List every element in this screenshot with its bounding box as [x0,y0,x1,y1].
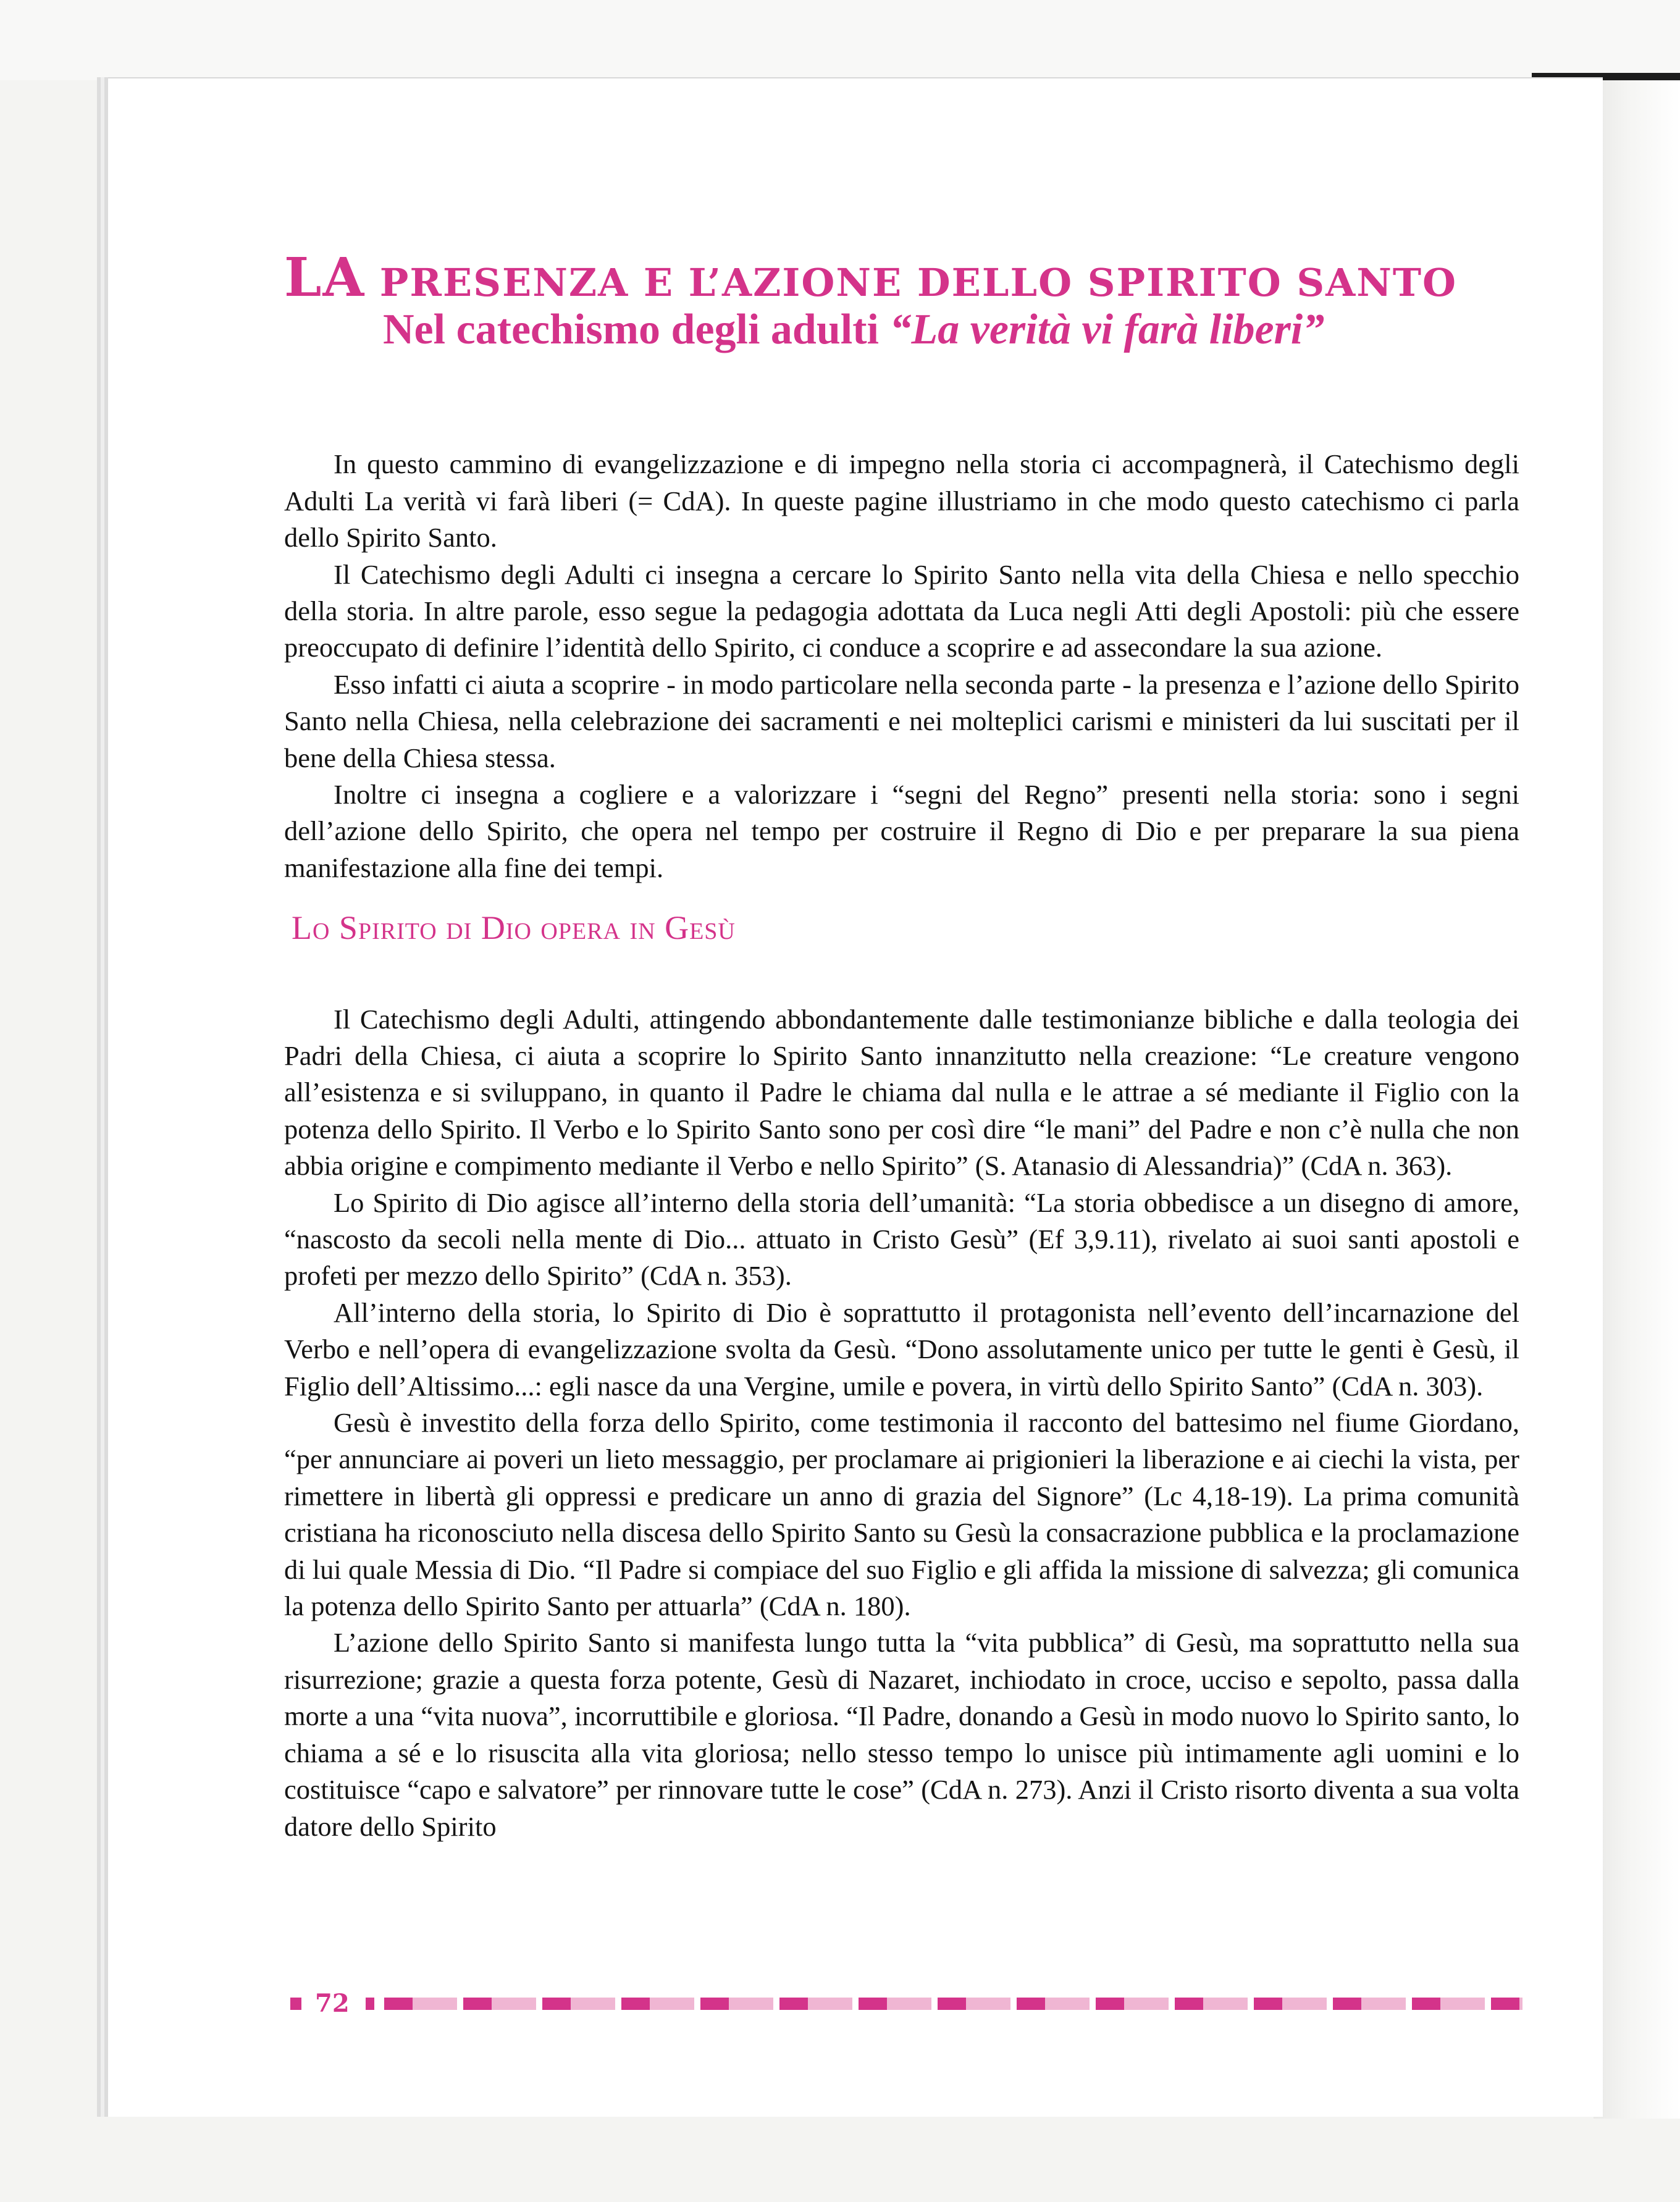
section-heading: Lo Spirito di Dio opera in Gesù [292,909,736,947]
section-paragraph-3: All’interno della storia, lo Spirito di Dio è soprattutto il protagonista nell’evento dell’incarnazione del Verbo e nell’opera di evangelizzazione svolta da Gesù. “Dono assolutamente unico per tutte le genti è Gesù, il Figlio dell’Altissimo...: egli nasce da una Vergine, umile e povera, in virtù dello Spirito Santo” (CdA n. 303). [284,1296,1519,1401]
page-title-initial: LA [284,246,366,309]
footer-dash-decoration [366,1998,374,2010]
footer-dash-decoration [290,1998,301,2010]
section-paragraph-5: L’azione dello Spirito Santo si manifesta lungo tutta la “vita pubblica” di Gesù, ma soprattutto nella sua risurrezione; grazie a questa forza potente, Gesù di Nazaret, inchiodato in croce, ucciso e sepolto, passa dalla morte a una “vita nuova”, incorruttibile e gloriosa. “Il Padre, donando a Gesù in modo nuovo lo Spirito santo, lo chiama a sé e lo risuscita alla vita gloriosa; nello stesso tempo lo unisce più intimamente agli uomini e lo costituisce “capo e salvatore” per rinnovare tutte le cose” (CdA n. 273). Anzi il Cristo risorto diventa a sua volta datore dello Spirito [284,1627,1519,1842]
page-footer [290,1991,1522,2016]
section-paragraph-4: Gesù è investito della forza dello Spirito, come testimonia il racconto del battesimo nel fiume Giordano, “per annunciare ai poveri un lieto messaggio, per proclamare ai prigionieri la liberazione e ai ciechi la vista, per rimettere in libertà gli oppressi e predicare un anno di grazia del Signore” (Lc 4,18-19). La prima comunità cristiana ha riconosciuto nella discesa dello Spirito Santo su Gesù la consacrazione pubblica e la proclamazione di lui quale Messia di Dio. “Il Padre si compiace del suo Figlio e gli affida la missione di salvezza; gli comunica la potenza dello Spirito Santo per attuarla” (CdA n. 180). [284,1407,1519,1622]
intro-paragraph-2: Il Catechismo degli Adulti ci insegna a cercare lo Spirito Santo nella vita della Chiesa e nello specchio della storia. In altre parole, esso segue la pedagogia adottata da Luca negli Atti degli Apostoli: più che essere preoccupato di definire l’identità dello Spirito, ci conduce a scoprire e ad assecondare la sua azione. [284,558,1519,663]
page-title-rest: PRESENZA E L’AZIONE DELLO SPIRITO SANTO [365,260,1458,305]
section-paragraph-2: Lo Spirito di Dio agisce all’interno della storia dell’umanità: “La storia obbedisce a un disegno di amore, “nascosto da secoli nella mente di Dio... attuato in Cristo Gesù” (Ef 3,9.11), rivelato ai suoi santi apostoli e profeti per mezzo dello Spirito” (CdA n. 353). [284,1187,1519,1292]
footer-dash-row [384,1998,1522,2010]
intro-paragraph-4: Inoltre ci insegna a cogliere e a valorizzare i “segni del Regno” presenti nella storia: sono i segni dell’azione dello Spirito, che opera nel tempo per costruire il Regno di Dio e per preparare la sua piena manifestazione alla fine dei tempi. [284,778,1519,883]
page-content [284,246,1519,1845]
scan-background [0,0,1680,80]
page-subtitle-book-title: “La verità vi farà liberi” [889,306,1325,354]
intro-paragraph-1: In questo cammino di evangelizzazione e di impegno nella storia ci accompagnerà, il Catechismo degli Adulti La verità vi farà liberi (= CdA). In queste pagine illustriamo in che modo questo catechismo ci parla dello Spirito Santo. [284,448,1519,553]
section-paragraph-1: Il Catechismo degli Adulti, attingendo abbondantemente dalle testimonianze bibliche e dalla teologia dei Padri della Chiesa, ci aiuta a scoprire lo Spirito Santo innanzitutto nella creazione: “Le creature vengono all’esistenza e si sviluppano, in quanto il Padre le chiama dal nulla e le attrae a sé mediante il Figlio con la potenza dello Spirito. Il Verbo e lo Spirito Santo sono per così dire “le mani” del Padre e non c’è nulla che non abbia origine e compimento mediante il Verbo e nello Spirito” (S. Atanasio di Alessandria)” (CdA n. 363). [284,1003,1519,1182]
article-body [284,446,1519,1845]
page-subtitle-plain: Nel catechismo degli adulti [383,306,890,354]
page-subtitle [383,306,1519,353]
page-title [284,246,1519,309]
page-number: 72 [315,1989,350,2018]
intro-paragraph-3: Esso infatti ci aiuta a scoprire - in modo particolare nella seconda parte - la presenza e l’azione dello Spirito Santo nella Chiesa, nella celebrazione dei sacramenti e nei molteplici carismi e ministeri da lui suscitati per il bene della Chiesa stessa. [284,668,1519,773]
book-edge-right [1594,80,1680,2119]
